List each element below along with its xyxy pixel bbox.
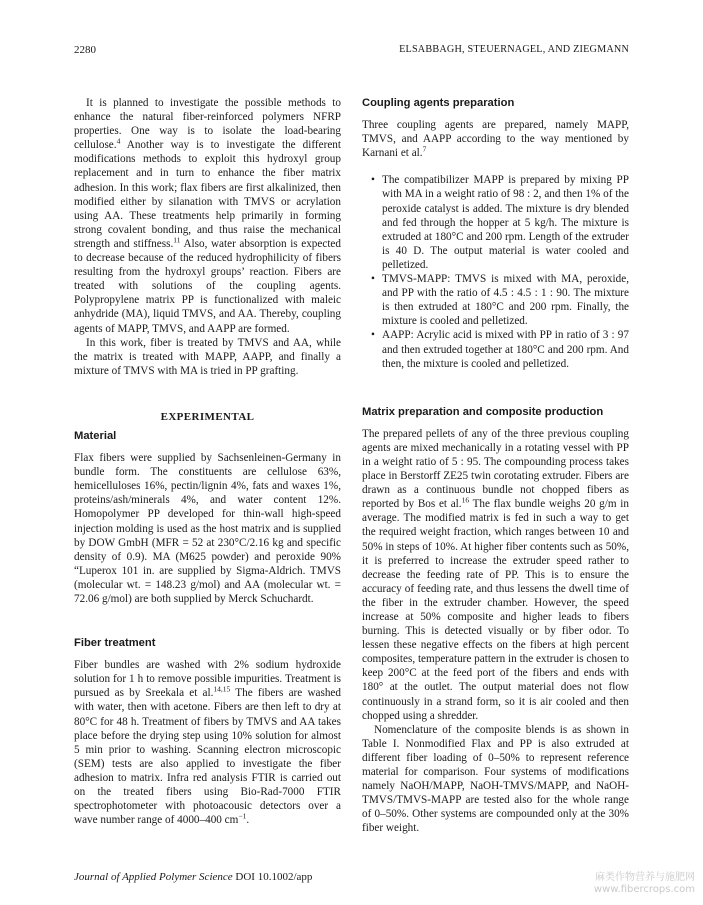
subsection-title-matrix-preparation: Matrix preparation and composite production	[362, 405, 604, 418]
page-number: 2280	[74, 44, 96, 56]
citation-ref: 7	[422, 144, 427, 154]
fiber-treatment-paragraph: Fiber bundles are washed with 2% sodium hydroxide solution for 1 h to remove possible impurities. Treatment is pursued as by Sreekala et al.$^{14,15}$ The fibers are washed with water, then with acetone. Fibers are then left to dry at 80°C for 48 h. Treatment of fibers by TMVS and AA takes place before the drying step using 10% solution for almost 5 min prior to washing. Scanning electron microscopic (SEM) tests are also applied to investigate the fiber adhesion to matrix. Infra red analysis FTIR is carried out on the treated fibers using Bio-Rad-7000 FTIR spectrophotometer with photoacousic detectors over a wave number range of 4000–400 $cm^{-1}$.	[74, 659, 341, 827]
bullet-icon: •	[371, 174, 375, 187]
left-column	[74, 96, 341, 827]
intro-paragraph-1: It is planned to investigate the possible methods to enhance the natural fiber-reinforced polymers NFRP properties. One way is to isolate the load-bearing cellulose.$^4$ Another way is to investigate the different modifications methods to exploit this hydroxyl group replacement and in turn to enhance the fiber matrix adhesion. In this work; flax fibers are first alkalinized, then modified either by silanation with TMVS or acrylation using AA. These treatments help primarily in forming strong covalent bonding, and thus raise the mechanical strength and stiffness.$^{11}$ Also, water absorption is expected to decrease because of the reduced hydrophilicity of fibers resulting from the hydroxyl groups’ reaction. Fibers are treated with solutions of the coupling agents. Polypropylene matrix PP is functionalized with maleic anhydride (MA), liquid TMVS, and AA. Thereby, coupling agents of MAPP, TMVS, and AAPP are formed.	[74, 97, 341, 335]
bullet-icon: •	[371, 329, 375, 342]
material-paragraph: Flax fibers were supplied by Sachsenleinen-Germany in bundle form. The constituents are cellulose 63%, hemicelluloses 16%, pectin/lignin 4%, fats and waxes 1%, proteins/ash/minerals 4%, and water content 12%. Homopolymer PP developed for thin-wall high-speed injection molding is used as the host matrix and is supplied by DOW GmbH (MFR = 52 at 230°C/2.16 kg and specific density of 0.9). MA (M625 powder) and peroxide 90% “Luperox 101 in. are supplied by Sigma-Aldrich. TMVS (molecular wt. = 148.23 g/mol) and AA (molecular wt. = 72.06 g/mol) are both supplied by Merck Schuchardt.	[74, 452, 341, 605]
citation-ref: 4	[116, 136, 121, 146]
watermark: 麻类作物营养与施肥网 www.fibercrops.com	[593, 872, 695, 895]
exponent: −1	[238, 811, 247, 821]
bullet-icon: •	[371, 273, 375, 286]
matrix-paragraph-2: Nomenclature of the composite blends is as shown in Table I. Nonmodified Flax and PP is also extruded at different fiber loading of 0–50% to represent reference material for comparison. Four systems of modifications namely NaOH/MAPP, NaOH-TMVS/MAPP, and NaOH-TMVS/TMVS-MAPP are tested also for the whole range of 0–50%. Other systems are compounded only at the 30% fiber weight.	[362, 723, 629, 835]
list-item: • TMVS-MAPP: TMVS is mixed with MA, peroxide, and PP with the ratio of 4.5 : 4.5 : 1 : 90. The mixture is then extruded at 180°C and 200 rpm. Finally, the mixture is cooled and pelletized.	[371, 273, 629, 328]
citation-ref: 14,15	[213, 684, 231, 694]
coupling-agent-list	[362, 173, 629, 370]
matrix-paragraph-1: The prepared pellets of any of the three previous coupling agents are mixed mechanically in a rotating vessel with PP in a weight ratio of 5 : 95. The compounding process takes place in Berstorff ZE25 twin corotating extruder. Fibers are drawn as a continuous bundle not chopped fibers as reported by Bos et al.$^{16}$ The flax bundle weighs 20 g/m in average. The modified matrix is fed in such a way to get the required weight fraction, which ranges between 10 and 50% in steps of 10%. At higher fiber contents such as 50%, it is preferred to increase the extruder speed rather to decrease the feeding rate of PP. This is to ensure the accuracy of feeding rate, and thus lessens the dwell time of the fiber in the extruder chamber. However, the speed increase at 50% composite and higher leads to fibers burning. This is detected visually or by fiber odor. To lessen these negative effects on the fibers at high percent composites, temperature pattern in the extruder is chosen to keep 200°C at the feed port of the fibers and ends with 180° at the outlet. The output material does not flow continuously in a strand form, so it is air cooled and then chopped using a shredder.	[362, 427, 629, 722]
section-title-experimental: EXPERIMENTAL	[160, 410, 255, 423]
list-item: • AAPP: Acrylic acid is mixed with PP in ratio of 3 : 97 and then extruded together at 180°C and 200 rpm. And then, the mixture is cooled and pelletized.	[371, 329, 629, 370]
journal-footer: Journal of Applied Polymer Science DOI 10.1002/app	[74, 871, 313, 883]
subsection-title-material: Material	[74, 429, 117, 442]
coupling-paragraph: Three coupling agents are prepared, namely MAPP, TMVS, and AAPP according to the way mentioned by Karnani et al.$^7$	[362, 119, 629, 160]
citation-ref: 11	[173, 235, 181, 245]
subsection-title-fiber-treatment: Fiber treatment	[74, 637, 156, 650]
citation-ref: 16	[461, 495, 470, 505]
list-item: • The compatibilizer MAPP is prepared by mixing PP with MA in a weight ratio of 98 : 2, and then 1% of the peroxide catalyst is added. The mixture is dry blended and fed through the hopper at 5 kg/h. The mixture is extruded at 180°C and 200 rpm. Length of the extruder is 40 D. The output material is water cooled and pelletized.	[371, 174, 629, 271]
intro-paragraph-2: In this work, fiber is treated by TMVS and AA, while the matrix is treated with MAPP, AAPP, and finally a mixture of TMVS with MA is tried in PP grafting.	[74, 336, 341, 377]
subsection-title-coupling-agents: Coupling agents preparation	[362, 97, 515, 109]
running-title: ELSABBAGH, STEUERNAGEL, AND ZIEGMANN	[399, 44, 629, 55]
right-column	[362, 96, 629, 836]
